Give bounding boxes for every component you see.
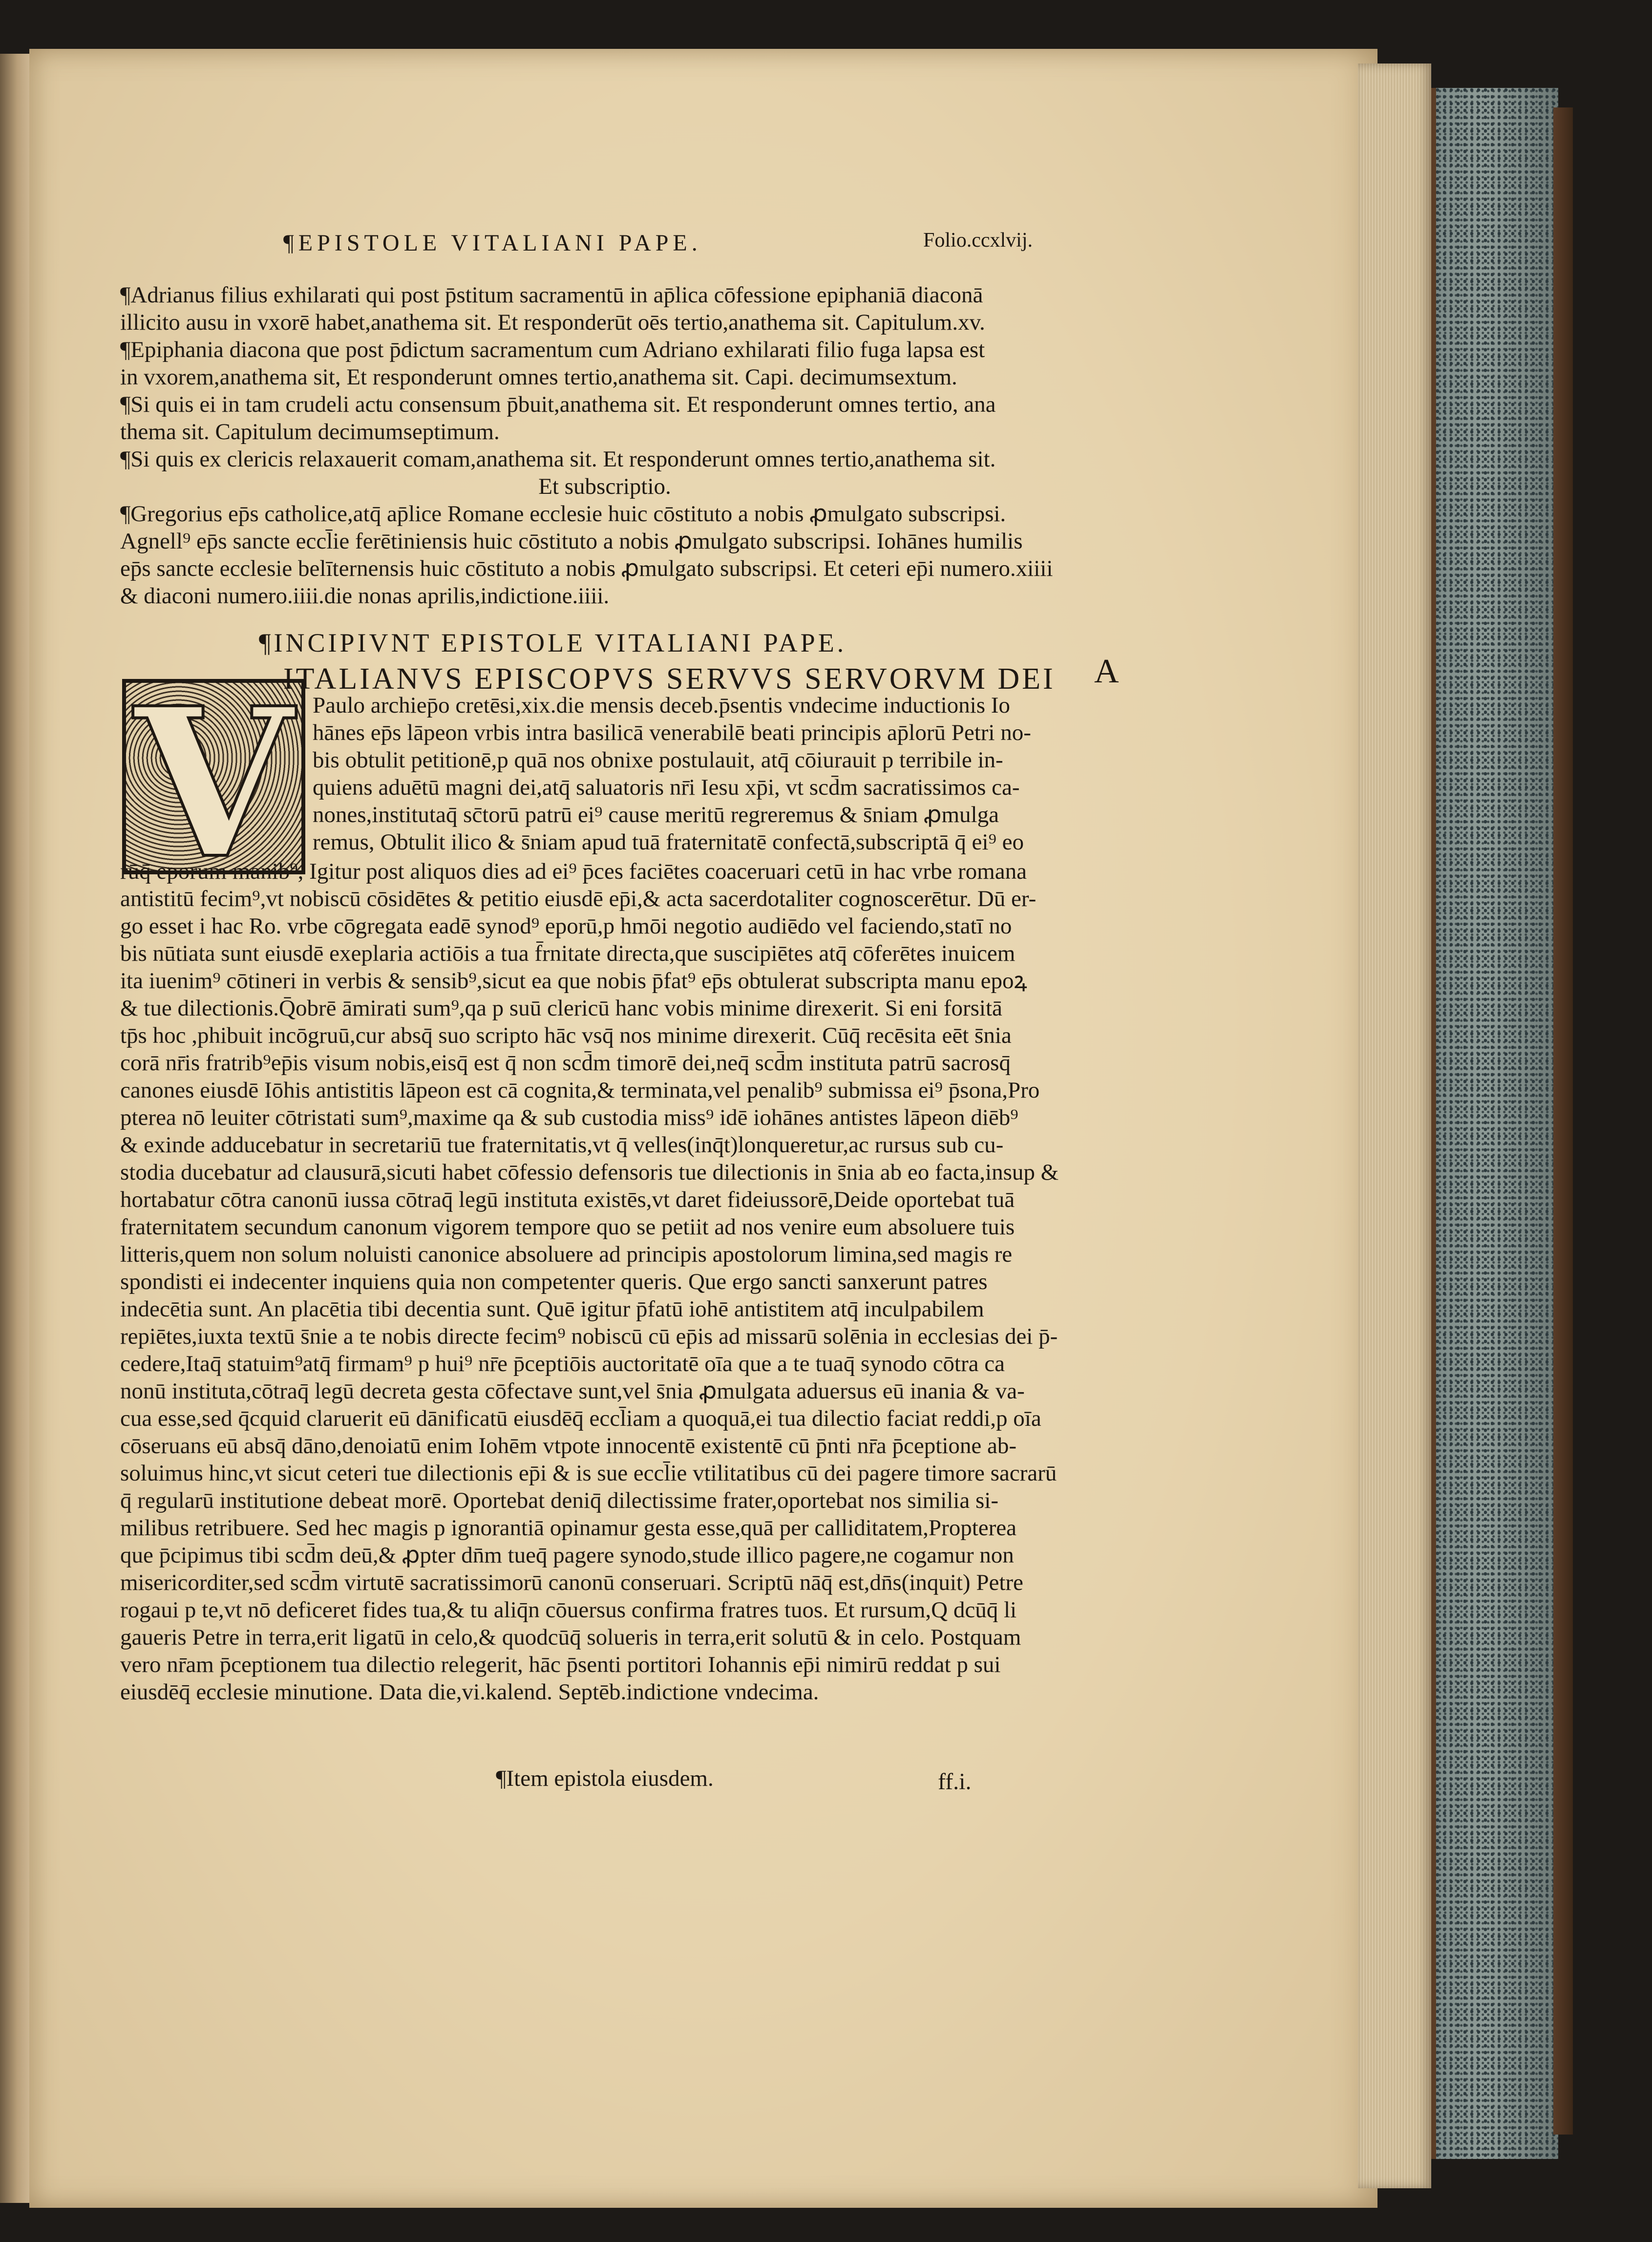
text-line: & tue dilectionis.Q̄obrē āmirati sum⁹,qa p suū clericū hanc vobis minime direxerit. Si eni forsitā xyxy=(120,995,1002,1021)
text-line: & diaconi numero.iiii.die nonas aprilis,indictione.iiii. xyxy=(120,583,610,609)
running-head xyxy=(283,230,702,256)
text-line: ¶Gregorius ep̄s catholice,atq̄ ap̄lice Romane ecclesie huic cōstituto a nobis ꝓmulgato subscripsi. xyxy=(120,501,1006,527)
facing-page-edge xyxy=(0,54,29,2203)
text-line: go esset i hac Ro. vrbe cōgregata eadē synod⁹ eporū,p hmōi negotio audiēdo vel faciendo,statī no xyxy=(120,913,1012,939)
text-line: thema sit. Capitulum decimumseptimum. xyxy=(120,419,500,444)
text-line: quiens aduētū magni dei,atq̄ saluatoris nr̄i Iesu xp̄i, vt scd̄m sacratissimos ca- xyxy=(313,775,1020,800)
text-line: soluimus hinc,vt sicut ceteri tue dilectionis ep̄i & is sue eccl̄ie vtilitatibus cū dei pagere timore sacrarū xyxy=(120,1460,1057,1486)
text-line: pterea nō leuiter cōtristati sum⁹,maxime qa & sub custodia miss⁹ idē iohānes antistes lāpeon diēb⁹ xyxy=(120,1105,1018,1130)
text-line: hānes ep̄s lāpeon vrbis intra basilicā venerabilē beati principis ap̄lorū Petri no- xyxy=(313,720,1031,745)
text-line: corā nr̄is fratrib⁹ep̄is visum nobis,eisq̄ est q̄ non scd̄m timorē dei,neq̄ scd̄m instituta patrū sacrosq̄ xyxy=(120,1050,1011,1076)
text-line: stodia ducebatur ad clausurā,sicuti habet cōfessio defensoris tue dilectionis in s̄nia ab eo facta,insup & xyxy=(120,1160,1059,1185)
text-line: ¶Si quis ex clericis relaxauerit comam,anathema sit. Et responderunt omnes tertio,anathema sit. xyxy=(120,446,996,472)
text-line: milibus retribuere. Sed hec magis p ignorantiā opinamur gesta esse,quā per calliditatem,Propterea xyxy=(120,1515,1017,1541)
signature-mark: ff.i. xyxy=(938,1769,972,1795)
text-line: eiusdēq̄ ecclesie minutione. Data die,vi.kalend. Septēb.indictione vndecima. xyxy=(120,1679,819,1705)
text-line: indecētia sunt. An placētia tibi decentia sunt. Quē igitur p̄fatū iohē antistitem atq̄ inculpabilem xyxy=(120,1296,984,1322)
salutation-heading: ITALIANVS EPISCOPVS SERVVS SERVORVM DEI xyxy=(283,662,1056,696)
text-line: q̄ regularū institutione debeat morē. Oportebat deniq̄ dilectissime frater,oportebat nos similia si- xyxy=(120,1488,998,1513)
text-line: que p̄cipimus tibi scd̄m deū,& ꝓpter dn̄m tueq̄ pagere synodo,stude illico pagere,ne cogamur non xyxy=(120,1543,1014,1568)
text-line: ¶Epiphania diacona que post p̄dictum sacramentum cum Adriano exhilarati filio fuga lapsa est xyxy=(120,337,985,362)
text-line: ep̄s sancte ecclesie belīternensis huic cōstituto a nobis ꝓmulgato subscripsi. Et ceteri ep̄i numero.xiiii xyxy=(120,556,1053,581)
text-line: rūq̄ eporum manib⁹, Igitur post aliquos dies ad ei⁹ p̄ces faciētes coaceruari cetū in hac vrbe romana xyxy=(120,859,1027,884)
text-line: in vxorem,anathema sit, Et responderunt omnes tertio,anathema sit. Capi. decimumsextum. xyxy=(120,364,957,390)
text-line: ita iuenim⁹ cōtineri in verbis & sensib⁹,sicut ea que nobis p̄fat⁹ ep̄s obtulerat subscripta manu epoꝝ xyxy=(120,968,1027,994)
text-line: repiētes,iuxta textū s̄nie a te nobis directe fecim⁹ nobiscū cū ep̄is ad missarū solēnia in ecclesias dei p̄- xyxy=(120,1324,1058,1349)
section-heading: ¶INCIPIVNT EPISTOLE VITALIANI PAPE. xyxy=(259,628,847,657)
text-line: fraternitatem secundum canonum vigorem tempore quo se petiit ad nos venire eum absoluere tuis xyxy=(120,1214,1015,1240)
text-line: canones eiusdē Iōhis antistitis lāpeon est cā cognita,& terminata,vel penalib⁹ submissa ei⁹ p̄sona,Pro xyxy=(120,1078,1040,1103)
text-line: gaueris Petre in terra,erit ligatū in celo,& quodcūq̄ solueris in terra,erit solutū & in celo. Postquam xyxy=(120,1625,1021,1650)
text-line: bis obtulit petitionē,p quā nos obnixe postulauit, atq̄ cōiurauit p terribile in- xyxy=(313,747,1003,773)
text-line: vero nr̄am p̄ceptionem tua dilectio relegerit, hāc p̄senti portitori Iohannis ep̄i nimirū reddat p sui xyxy=(120,1652,1001,1677)
text-line: Et subscriptio. xyxy=(538,474,671,499)
page-fore-edge xyxy=(1358,63,1431,2188)
text-line: misericorditer,sed scd̄m virtutē sacratissimorū canonū conseruari. Scriptū nāq̄ est,dn̄s(inquit) Petre xyxy=(120,1570,1023,1595)
text-line: tp̄s hoc ,phibuit incōgruū,cur absq̄ suo scripto hāc vsq̄ nos minime direxerit. Cūq̄ recēsita eēt s̄nia xyxy=(120,1023,1012,1048)
text-line: illicito ausu in vxorē habet,anathema sit. Et responderūt oēs tertio,anathema sit. Capitulum.xv. xyxy=(120,310,985,335)
margin-letter: A xyxy=(1094,653,1119,690)
cover-edge xyxy=(1553,107,1573,2135)
initial-letter: V xyxy=(134,663,294,904)
text-line: ¶Si quis ei in tam crudeli actu consensum p̄buit,anathema sit. Et responderunt omnes tertio, ana xyxy=(120,392,996,417)
text-line: nones,institutaq̄ sc̄torū patrū ei⁹ cause meritū regreremus & s̄niam ꝓmulga xyxy=(313,802,999,827)
text-line: hortabatur cōtra canonū iussa cōtraq̄ legū instituta existēs,vt daret fideiussorē,Deide oportebat tuā xyxy=(120,1187,1015,1212)
closing-line: ¶Item epistola eiusdem. xyxy=(496,1766,714,1791)
text-line: spondisti ei indecenter inquiens quia non competenter queris. Que ergo sancti sanxerunt patres xyxy=(120,1269,988,1294)
text-line: nonū instituta,cōtraq̄ legū decreta gesta cōfectave sunt,vel s̄nia ꝓmulgata aduersus eū inania & va- xyxy=(120,1378,1025,1404)
text-line: ¶Adrianus filius exhilarati qui post p̄stitum sacramentū in ap̄lica cōfessione epiphaniā diaconā xyxy=(120,282,983,308)
text-line: cōseruans eū absq̄ dāno,denoiatū enim Iohēm vtpote innocentē existentē cū p̄nti nr̄a p̄ceptione ab- xyxy=(120,1433,1017,1459)
text-line: Agnell⁹ ep̄s sancte eccl̄ie ferētiniensis huic cōstituto a nobis ꝓmulgato subscripsi. Iohānes humilis xyxy=(120,529,1023,554)
folio-number: Folio.ccxlvij. xyxy=(923,229,1033,252)
running-head-title: EPISTOLE VITALIANI PAPE. xyxy=(298,230,702,256)
book-cover xyxy=(1431,88,1558,2159)
text-line: rogaui p te,vt nō deficeret fides tua,& tu aliq̄n cōuersus confirma fratres tuos. Et rursum,Q dcūq̄ li xyxy=(120,1597,1017,1623)
text-line: litteris,quem non solum noluisti canonice absoluere ad principis apostolorum limina,sed magis re xyxy=(120,1242,1013,1267)
running-head-mark: ¶ xyxy=(283,230,298,256)
decorated-initial xyxy=(122,663,305,904)
text-line: cua esse,sed q̄cquid claruerit eū dānificatū eiusdēq̄ eccl̄iam a quoquā,ei tua dilectio faciat reddi,p oīa xyxy=(120,1406,1041,1431)
text-line: bis nūtiata sunt eiusdē exeplaria actiōis a tua f̄rnitate directa,que suscipiētes atq̄ cōferētes inuicem xyxy=(120,941,1016,966)
text-line: Paulo archiep̄o cretēsi,xix.die mensis deceb.p̄sentis vndecime inductionis Io xyxy=(313,693,1010,718)
text-line: cedere,Itaq̄ statuim⁹atq̄ firmam⁹ p hui⁹ nr̄e p̄ceptiōis auctoritatē oīa que a te tuaq̄ synodo cōtra ca xyxy=(120,1351,1005,1376)
text-line: & exinde adducebatur in secretariū tue fraternitatis,vt q̄ velles(inq̄t)lonqueretur,ac rursus sub cu- xyxy=(120,1132,1004,1158)
text-line: antistitū fecim⁹,vt nobiscū cōsidētes & petitio eiusdē ep̄i,& acta sacerdotaliter cognoscerētur. Dū er- xyxy=(120,886,1037,911)
text-line: remus, Obtulit ilico & s̄niam apud tuā fraternitatē confectā,subscriptā q̄ ei⁹ eo xyxy=(313,829,1024,855)
